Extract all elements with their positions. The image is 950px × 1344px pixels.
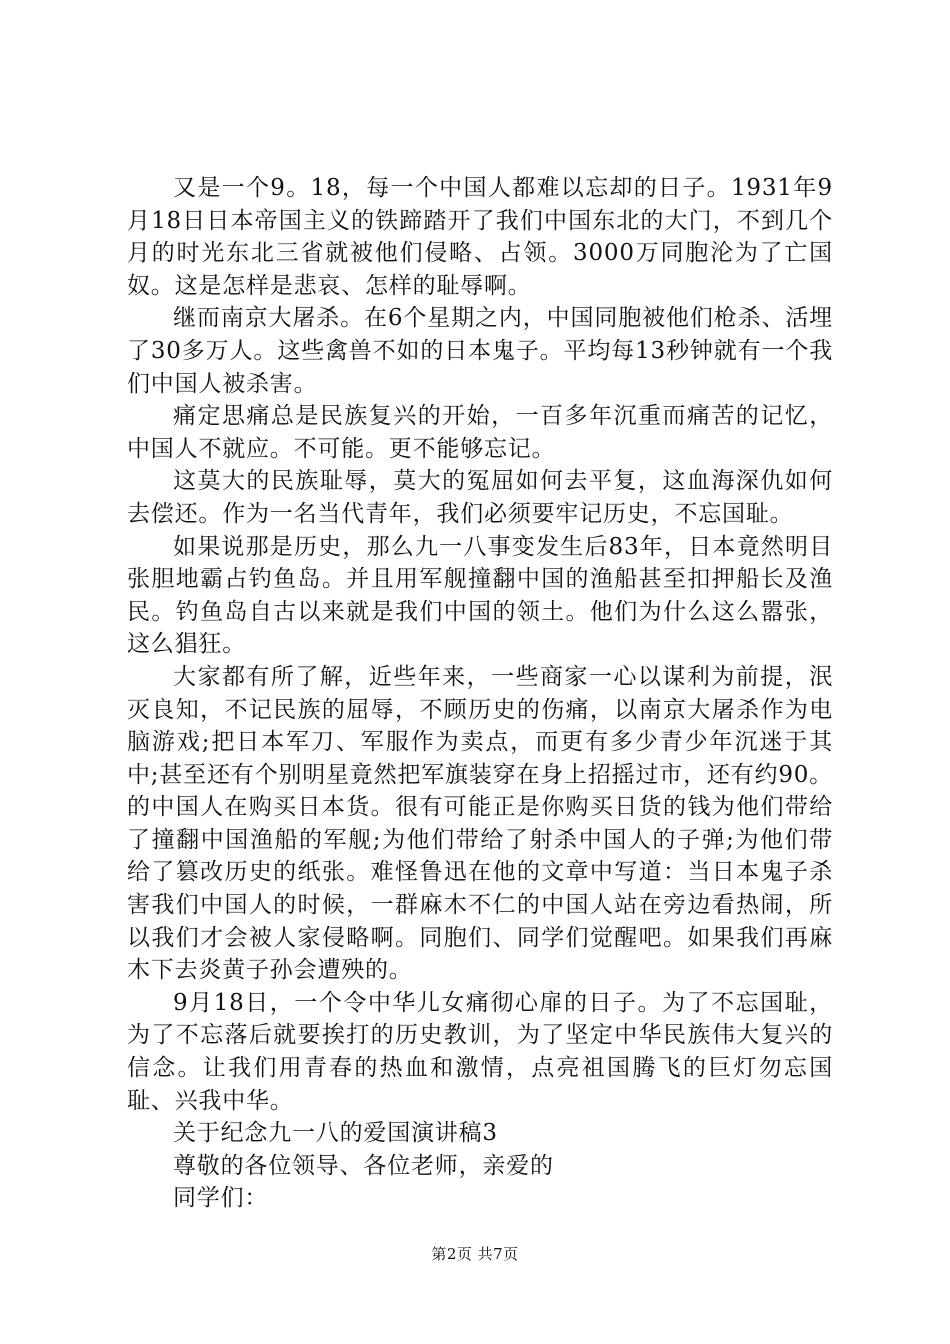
paragraph-3: 痛定思痛总是民族复兴的开始，一百多年沉重而痛苦的记忆，中国人不就应。不可能。更不能够忘记。: [127, 403, 833, 462]
paragraph-1: 又是一个9。18，每一个中国人都难以忘却的日子。1931年9月18日日本帝国主义的铁蹄踏开了我们中国东北的大门，不到几个月的时光东北三省就被他们侵略、占领。3000万同胞沦为了亡国奴。这是怎样是悲哀、怎样的耻辱啊。: [127, 175, 833, 299]
speech-title: 关于纪念九一八的爱国演讲稿3: [173, 1120, 498, 1147]
page-number-footer: 第2页 共7页: [431, 1245, 519, 1263]
paragraph-2: 继而南京大屠杀。在6个星期之内，中国同胞被他们枪杀、活埋了30多万人。这些禽兽不如的日本鬼子。平均每13秒钟就有一个我们中国人被杀害。: [127, 305, 833, 397]
document-body: [127, 172, 833, 1215]
greeting-line-2: 同学们：: [173, 1185, 269, 1212]
paragraph-7: 9月18日，一个令中华儿女痛彻心扉的日子。为了不忘国耻，为了不忘落后就要挨打的历史教训，为了坚定中华民族伟大复兴的信念。让我们用青春的热血和激情，点亮祖国腾飞的巨灯勿忘国耻、兴我中华。: [127, 989, 833, 1114]
paragraph-6: 大家都有所了解，近些年来，一些商家一心以谋利为前提，泯灭良知，不记民族的屈辱，不顾历史的伤痛，以南京大屠杀作为电脑游戏;把日本军刀、军服作为卖点，而更有多少青少年沉迷于其中;甚至还有个别明星竟然把军旗装穿在身上招摇过市，还有约90。的中国人在购买日本货。很有可能正是你购买日货的钱为他们带给了撞翻中国渔船的军舰;为他们带给了射杀中国人的子弹;为他们带给了篡改历史的纸张。难怪鲁迅在他的文章中写道：当日本鬼子杀害我们中国人的时候，一群麻木不仁的中国人站在旁边看热闹，所以我们才会被人家侵略啊。同胞们、同学们觉醒吧。如果我们再麻木下去炎黄子孙会遭殃的。: [127, 663, 833, 984]
greeting-line-1: 尊敬的各位领导、各位老师，亲爱的: [173, 1152, 554, 1179]
paragraph-4: 这莫大的民族耻辱，莫大的冤屈如何去平复，这血海深仇如何去偿还。作为一名当代青年，我们必须要牢记历史，不忘国耻。: [127, 468, 833, 527]
paragraph-5: 如果说那是历史，那么九一八事变发生后83年，日本竟然明目张胆地霸占钓鱼岛。并且用军舰撞翻中国的渔船甚至扣押船长及渔民。钓鱼岛自古以来就是我们中国的领土。他们为什么这么嚣张，这么猖狂。: [127, 533, 833, 658]
